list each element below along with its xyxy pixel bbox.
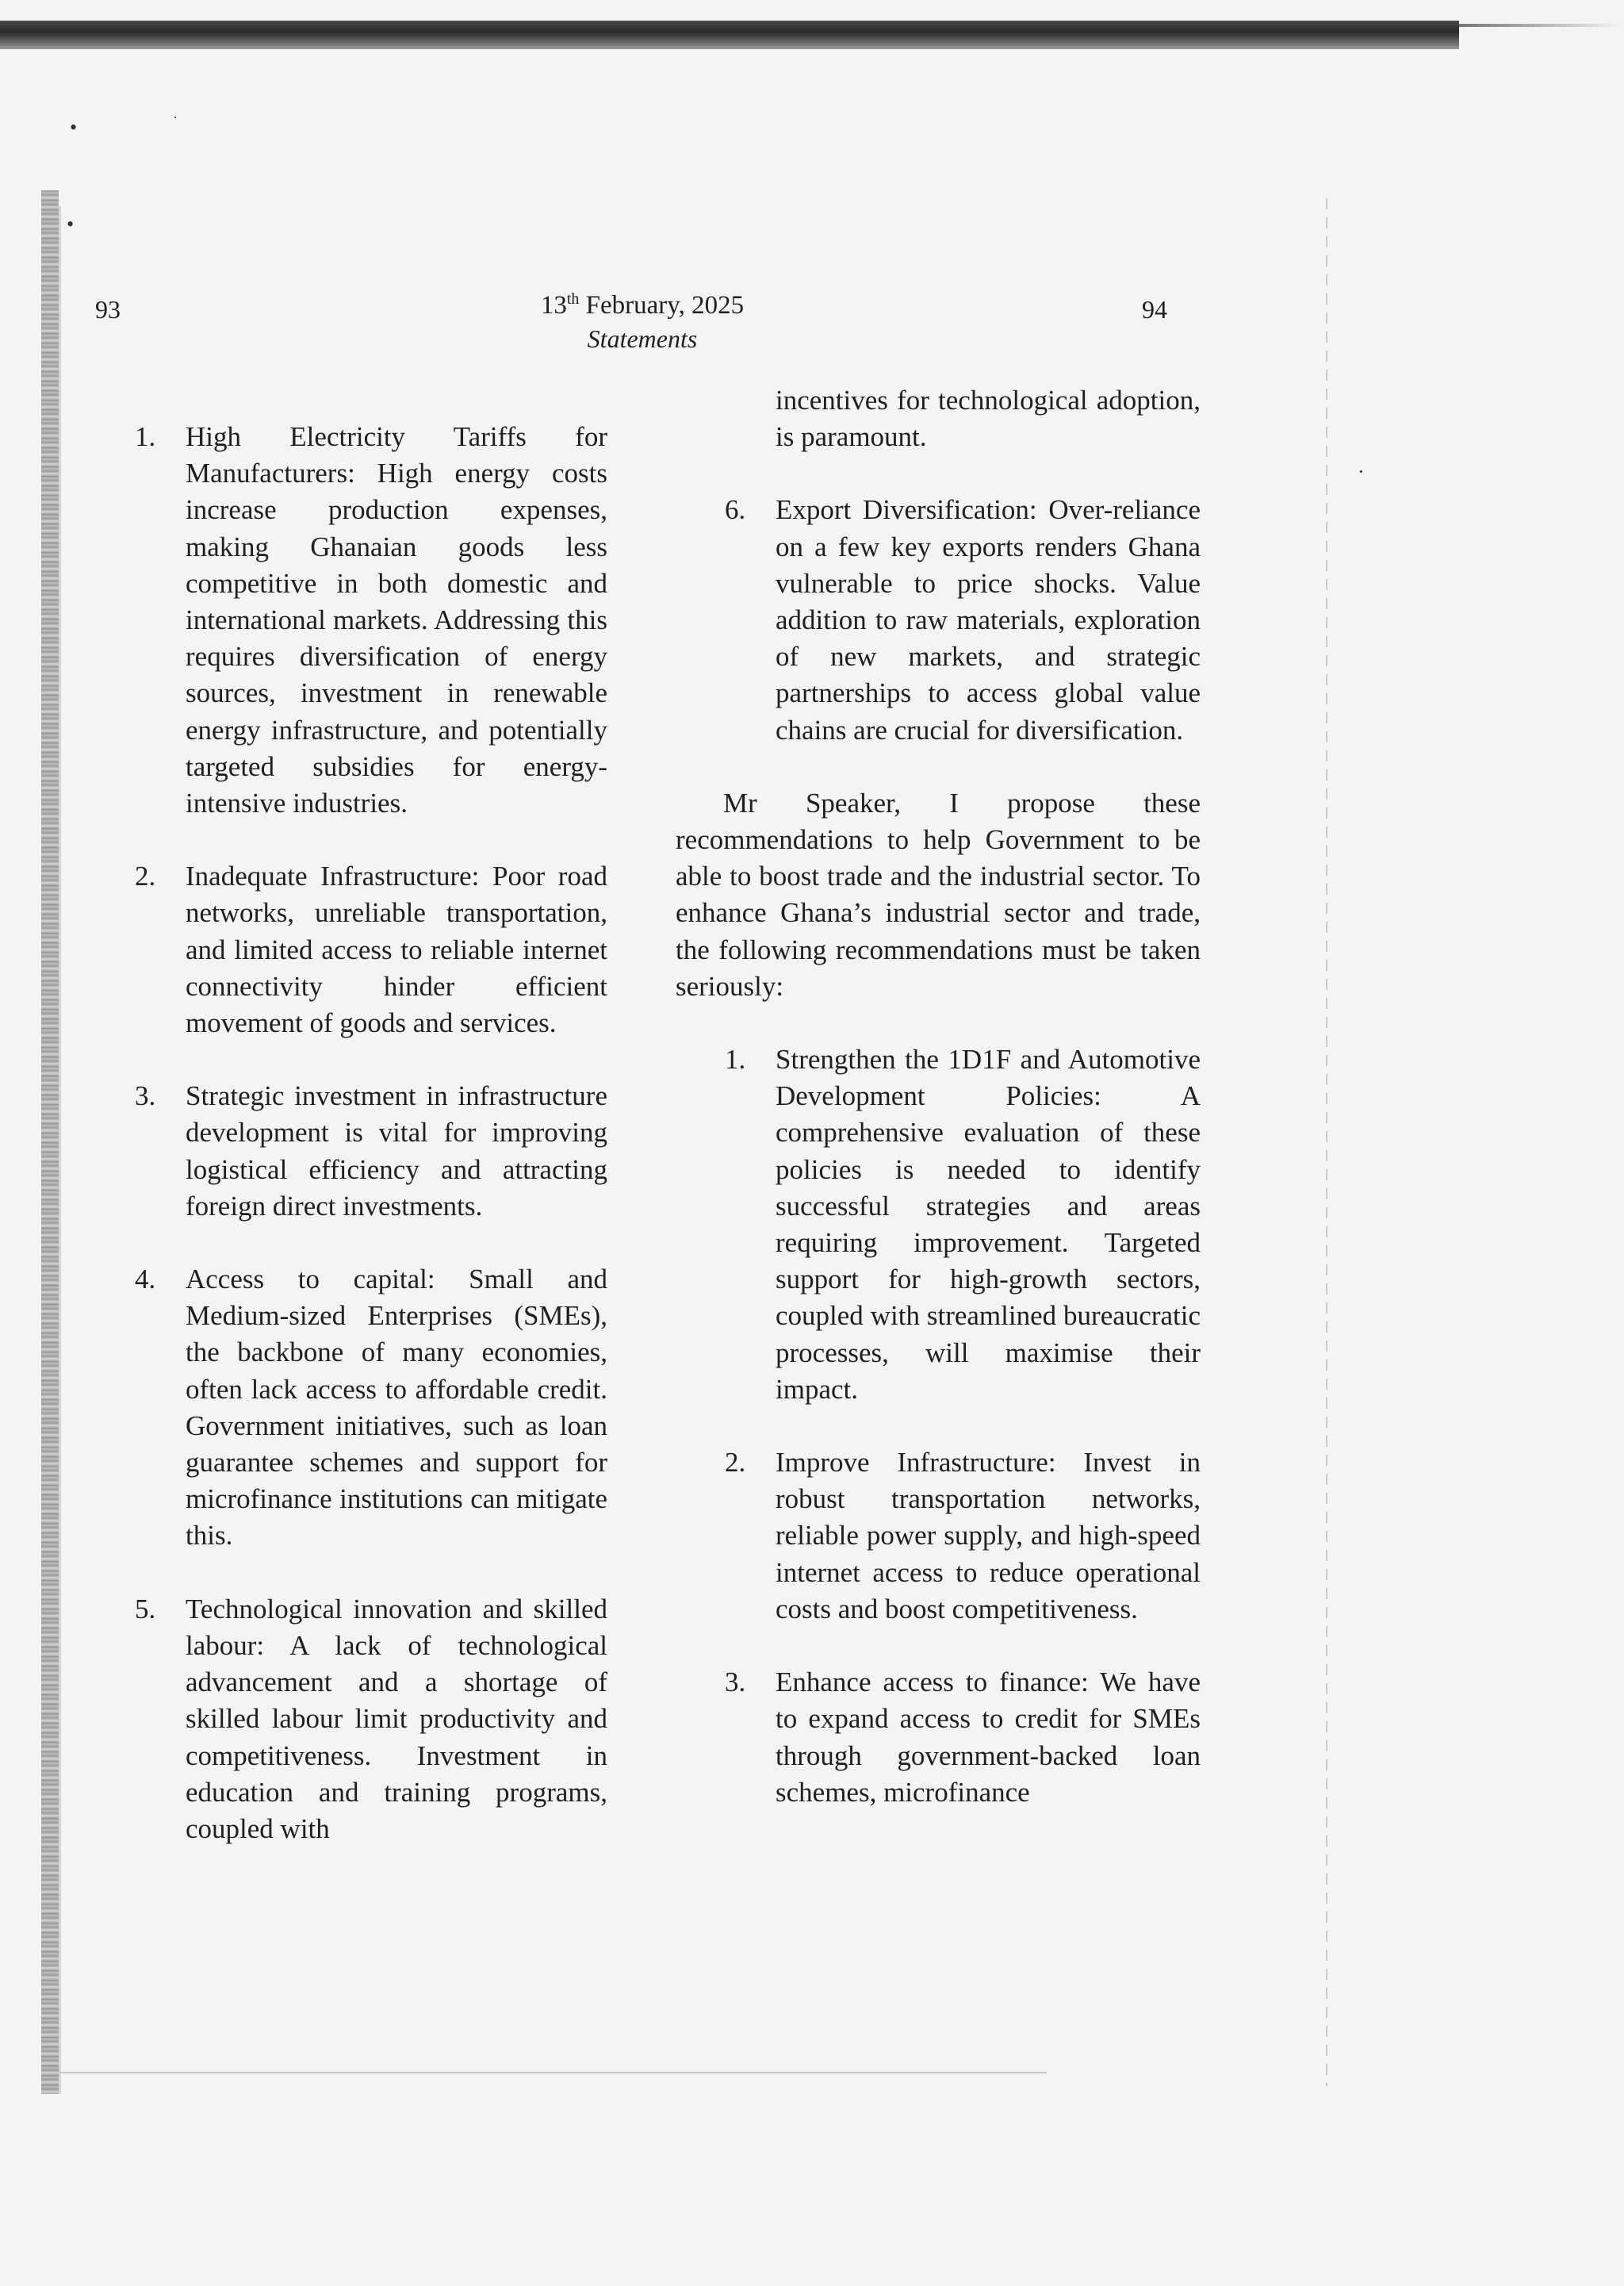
right-column	[676, 382, 1201, 1847]
scan-binding-shadow	[41, 190, 59, 2094]
list-item	[725, 492, 1201, 748]
scan-top-edge-fade	[1459, 24, 1624, 27]
left-column	[135, 419, 607, 1884]
body-paragraph: Mr Speaker, I propose these recommendations to help Government to be able to boost trade and the industrial sector. To enhance Ghana’s industrial sector and trade, the following recommendations must be taken seriously:	[676, 787, 1201, 1002]
list-item	[135, 1591, 607, 1847]
list-item-number: 3.	[135, 1080, 156, 1112]
list-item	[135, 1261, 607, 1555]
scan-top-edge	[0, 21, 1459, 49]
list-item-text: Inadequate Infrastructure: Poor road networks, unreliable transportation, and limited access to reliable internet connectivity hinder efficient movement of goods and services.	[186, 861, 607, 1039]
list-item-text: Export Diversification: Over-reliance on a few key exports renders Ghana vulnerable to price shocks. Value addition to raw materials, exploration of new markets, and strategic partnerships to access global value chains are crucial for diversification.	[776, 494, 1201, 746]
scan-speck: ·	[1358, 460, 1365, 483]
scan-bottom-line	[48, 2072, 1047, 2073]
list-item	[135, 858, 607, 1041]
scan-speck: ·	[173, 109, 178, 125]
header-date-day: 13	[540, 291, 567, 320]
list-item-text: Enhance access to finance: We have to expand access to credit for SMEs through government-backed loan schemes, microfinance	[776, 1667, 1201, 1808]
recommendation-item	[725, 1041, 1201, 1408]
list-item-number: 2.	[135, 861, 156, 892]
scan-fold-line	[1326, 198, 1327, 2086]
list-item-text: High Electricity Tariffs for Manufacturers: High energy costs increase production expenses, making Ghanaian goods less competitive in both domestic and international markets. Addressing this requires diversification of energy sources, investment in renewable energy infrastructure, and potentially targeted subsidies for energy-intensive industries.	[186, 421, 607, 819]
scan-speck: •	[67, 213, 75, 236]
running-header	[444, 289, 841, 355]
list-item-text: Strategic investment in infrastructure development is vital for improving logistical efficiency and attracting foreign direct investments.	[186, 1080, 607, 1222]
recommendation-item	[725, 1444, 1201, 1628]
scan-speck: •	[70, 116, 78, 139]
list-item-number: 3.	[725, 1667, 746, 1698]
list-item-number: 2.	[725, 1447, 746, 1479]
list-item-number: 1.	[135, 421, 156, 452]
list-item-text: Technological innovation and skilled labour: A lack of technological advancement and a shortage of skilled labour limit productivity and competitiveness. Investment in education and training programs, coupled with	[186, 1593, 607, 1844]
list-item-text: Improve Infrastructure: Invest in robust transportation networks, reliable power supply, and high-speed internet access to reduce operational costs and boost competitiveness.	[776, 1447, 1201, 1624]
list-item	[135, 1078, 607, 1225]
header-section-title: Statements	[587, 324, 698, 353]
list-item-text: Strengthen the 1D1F and Automotive Development Policies: A comprehensive evaluation of these policies is needed to identify successful strategies and areas requiring improvement. Targeted support for high-growth sectors, coupled with streamlined bureaucratic processes, will maximise their impact.	[776, 1044, 1201, 1405]
list-item-number: 4.	[135, 1264, 156, 1295]
page-number-left: 93	[95, 295, 121, 324]
scan-binding-edge	[59, 206, 61, 2094]
list-item-continuation: incentives for technological adoption, is paramount.	[776, 385, 1201, 453]
list-item-text: Access to capital: Small and Medium-sized Enterprises (SMEs), the backbone of many economies, often lack access to affordable credit. Government initiatives, such as loan guarantee schemes and support for microfinance institutions can mitigate this.	[186, 1264, 607, 1551]
page-number-right: 94	[1142, 295, 1167, 324]
list-item-number: 6.	[725, 494, 746, 526]
header-date-rest: February, 2025	[579, 291, 745, 320]
recommendation-item	[725, 1664, 1201, 1811]
list-item	[135, 419, 607, 822]
list-item-number: 5.	[135, 1593, 156, 1624]
list-item-number: 1.	[725, 1044, 746, 1076]
header-date	[444, 289, 841, 322]
header-date-suffix: th	[566, 290, 580, 308]
